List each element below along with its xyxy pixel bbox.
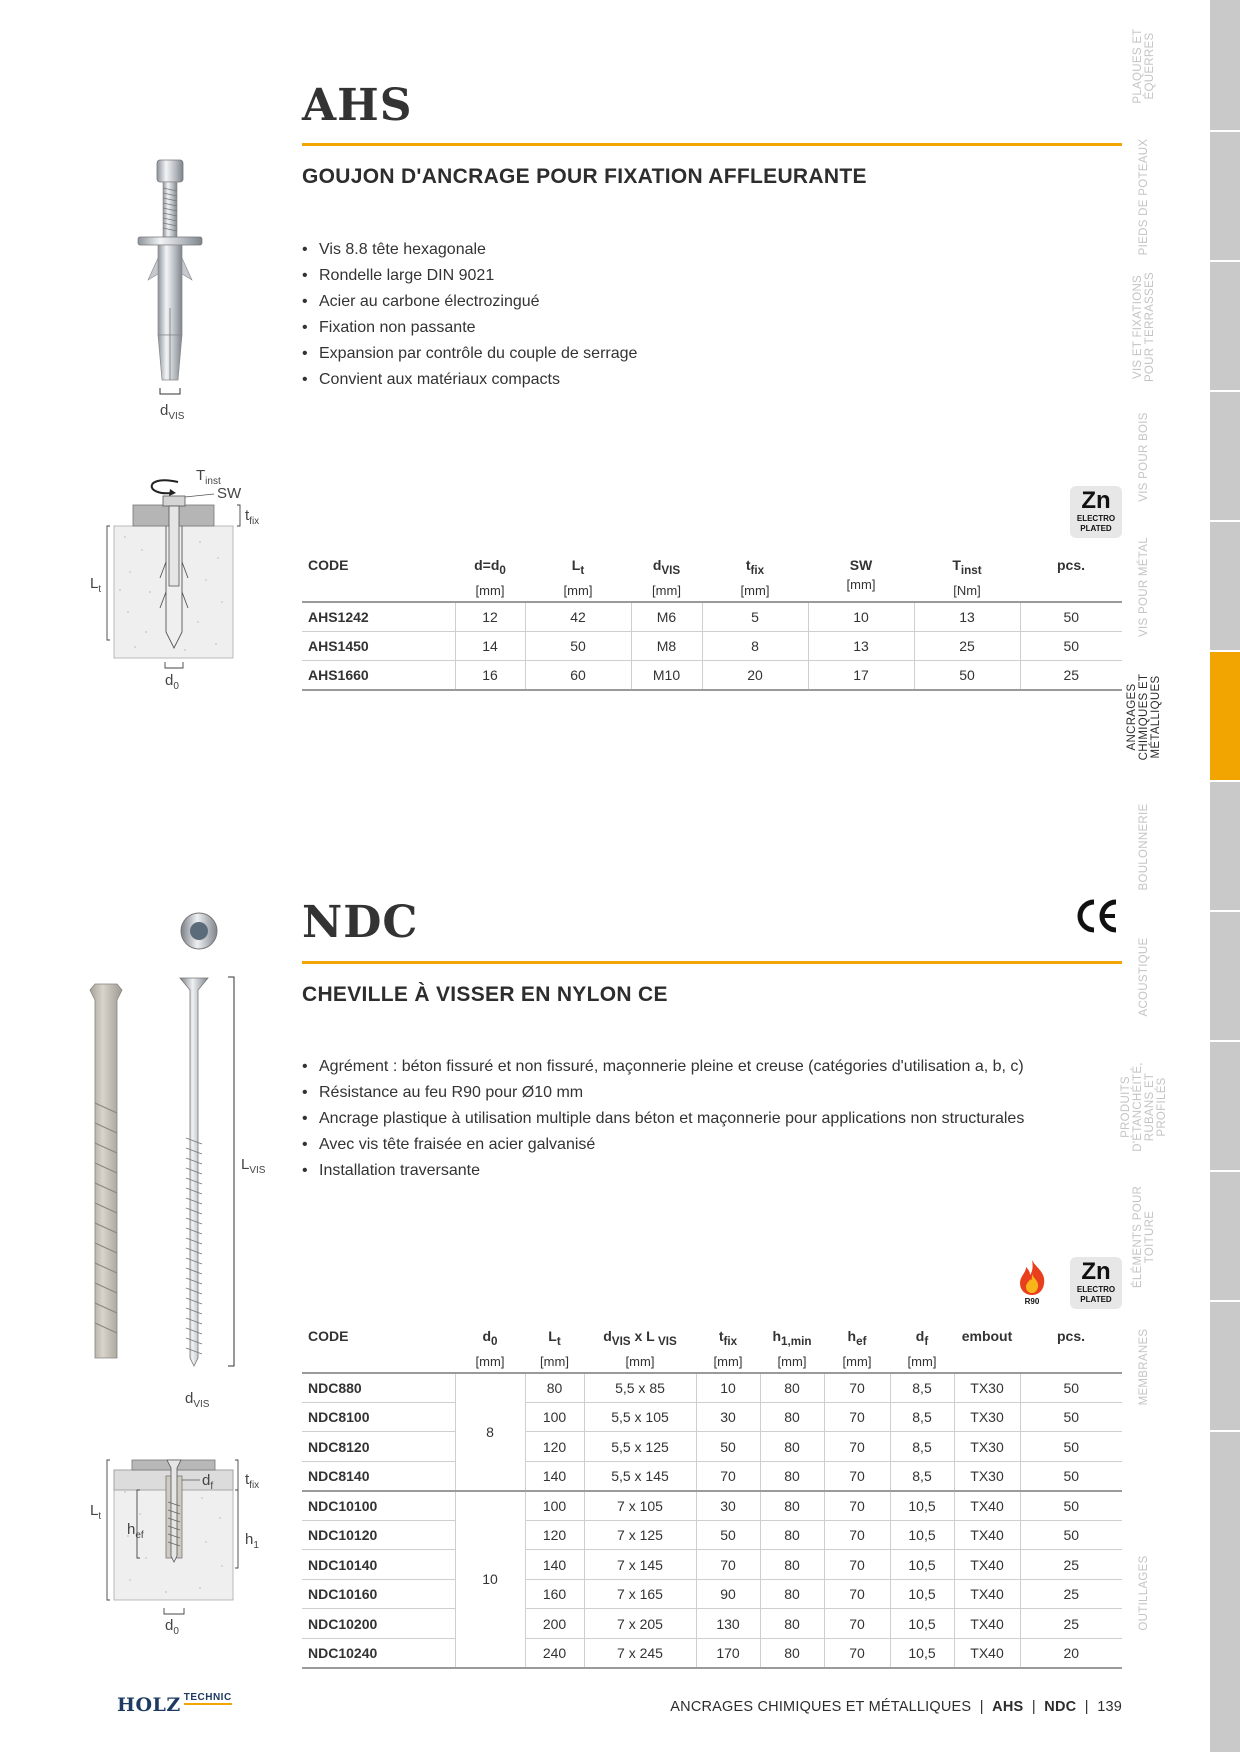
sidebar-tab[interactable] [1210,1172,1240,1302]
ahs-feature: • Vis 8.8 tête hexagonale [302,237,637,263]
table-cell: 50 [1020,1461,1122,1491]
footer-section: ANCRAGES CHIMIQUES ET MÉTALLIQUES [670,1699,972,1715]
table-cell: 25 [1020,661,1122,691]
table-cell: 50 [696,1520,760,1550]
ndc-h1-label: $h_1$ [245,1531,259,1551]
fire-rating-label: R90 [1024,1297,1040,1306]
table-cell: 120 [525,1432,584,1462]
table-cell: 70 [696,1461,760,1491]
table-cell: 80 [760,1432,824,1462]
ahs-feature: • Rondelle large DIN 9021 [302,263,637,289]
ndc-hef-label: $h_{ef}$ [127,1521,144,1541]
table-cell: 80 [760,1491,824,1521]
table-cell: 50 [1020,602,1122,632]
table-cell: TX40 [954,1491,1020,1521]
table-cell: 70 [824,1579,890,1609]
table-cell: TX30 [954,1402,1020,1432]
ndc-spec-table [302,1322,1122,1669]
table-cell: 80 [760,1373,824,1403]
table-row [302,1461,1122,1491]
table-row [302,1491,1122,1521]
ndc-df-label: $d_f$ [202,1472,214,1492]
table-cell: 50 [696,1432,760,1462]
ahs-spec-table [302,551,1122,691]
table-cell: 7 x 145 [584,1550,696,1580]
table-cell: 80 [760,1579,824,1609]
table-row [302,1638,1122,1668]
ndc-fire-resistance-badge [1010,1258,1054,1306]
table-cell: 70 [824,1638,890,1668]
table-cell: 50 [914,661,1020,691]
ndc-feature-list [302,1054,1024,1184]
ndc-lt-label: $L_t$ [90,1502,102,1522]
table-cell: 80 [525,1373,584,1403]
sidebar-tab[interactable] [1210,1302,1240,1432]
ahs-product-image [130,158,210,428]
table-header: embout [961,1328,1013,1344]
table-cell: TX40 [954,1579,1020,1609]
ahs-zn-electroplated-badge: Zn ELECTRO PLATED [1070,486,1122,538]
ndc-zn-electroplated-badge: Zn ELECTRO PLATED [1070,1257,1122,1309]
sidebar-tab-label[interactable]: VIS POUR BOIS [1138,412,1150,502]
ahs-lt-label: $L_t$ [90,575,102,595]
table-cell: 5 [702,602,808,632]
table-cell: TX30 [954,1373,1020,1403]
table-cell: M6 [631,602,702,632]
ndc-tfix-label: $t_{fix}$ [245,1471,260,1491]
table-cell: 12 [455,602,525,632]
table-cell: 80 [760,1520,824,1550]
table-header: $d_f$ [mm] [907,1328,937,1369]
table-cell: 120 [525,1520,584,1550]
ndc-table-header [302,1322,1122,1373]
ndc-feature: • Installation traversante [302,1158,1024,1184]
table-cell: 30 [696,1491,760,1521]
footer-product-ndc: NDC [1044,1699,1077,1715]
table-header: $d_0$ [mm] [475,1328,505,1369]
category-sidebar [1210,0,1240,1754]
product-code: AHS1242 [302,602,455,632]
table-cell: 8,5 [890,1432,954,1462]
table-cell: 5,5 x 145 [584,1461,696,1491]
sidebar-tab[interactable] [1210,522,1240,652]
table-row [302,1373,1122,1403]
product-code: NDC10240 [302,1638,455,1668]
ndc-dvis-label: $d_{VIS}$ [185,1390,210,1410]
product-code: AHS1660 [302,661,455,691]
table-cell: 13 [914,602,1020,632]
table-cell: 50 [1020,1402,1122,1432]
ndc-title-rule [302,961,1122,964]
table-cell: 80 [760,1609,824,1639]
product-code: NDC10120 [302,1520,455,1550]
table-cell: 8 [702,631,808,661]
ahs-tinst-label: $T_{inst}$ [196,467,221,487]
table-cell: 42 [525,602,631,632]
table-header: CODE [308,557,349,573]
table-cell: TX40 [954,1638,1020,1668]
table-cell: 70 [824,1609,890,1639]
table-cell: 70 [824,1432,890,1462]
table-row [302,1520,1122,1550]
product-code: NDC10100 [302,1491,455,1521]
table-row [302,1609,1122,1639]
table-cell: 10,5 [890,1579,954,1609]
sidebar-tab-label[interactable]: PLAQUES ET ÉQUERRES [1132,28,1156,104]
product-code: NDC8120 [302,1432,455,1462]
table-cell: 140 [525,1461,584,1491]
table-cell: 10,5 [890,1520,954,1550]
table-header: CODE [308,1328,349,1344]
table-header: $t_{fix}$ [mm] [740,557,770,598]
table-cell: 50 [1020,1491,1122,1521]
ndc-feature: • Résistance au feu R90 pour Ø10 mm [302,1080,1024,1106]
table-cell: 5,5 x 105 [584,1402,696,1432]
table-cell: 50 [1020,631,1122,661]
table-cell: 100 [525,1402,584,1432]
table-header: $t_{fix}$ [mm] [713,1328,743,1369]
table-cell: 14 [455,631,525,661]
sidebar-tab[interactable] [1210,912,1240,1042]
sidebar-tab[interactable] [1210,132,1240,262]
product-code: NDC8100 [302,1402,455,1432]
ahs-feature: • Fixation non passante [302,315,637,341]
table-header: $d=d_0$ [mm] [474,557,506,598]
table-cell: 25 [1020,1579,1122,1609]
ahs-title-rule [302,143,1122,146]
ndc-feature: • Avec vis tête fraisée en acier galvanisé [302,1132,1024,1158]
holz-technic-logo: HOLZ $^{TECHNIC}$ [117,1692,232,1716]
table-cell: 70 [824,1491,890,1521]
ndc-title: NDC [302,897,419,948]
table-cell: 50 [525,631,631,661]
table-cell: 130 [696,1609,760,1639]
table-row [302,631,1122,661]
table-cell: 60 [525,661,631,691]
product-code: NDC880 [302,1373,455,1403]
table-cell: 90 [696,1579,760,1609]
table-cell: 7 x 105 [584,1491,696,1521]
ahs-installation-diagram [80,462,280,692]
table-header: $h_{1,min}$ [mm] [772,1328,812,1369]
table-cell: 170 [696,1638,760,1668]
table-cell: 70 [824,1520,890,1550]
table-header: $L_t$ [mm] [540,1328,569,1369]
sidebar-tab-label[interactable]: PRODUITS D'ÉTANCHÉITÉ, RUBANS ET PROFILÉS [1120,1062,1168,1152]
table-cell: 7 x 205 [584,1609,696,1639]
table-cell: M10 [631,661,702,691]
table-cell: TX30 [954,1432,1020,1462]
table-cell: 30 [696,1402,760,1432]
table-cell: TX40 [954,1550,1020,1580]
table-cell: 10,5 [890,1609,954,1639]
sidebar-tab[interactable] [1210,0,1240,132]
table-cell: 5,5 x 125 [584,1432,696,1462]
table-cell: 240 [525,1638,584,1668]
table-header: pcs. [1056,557,1085,573]
table-row [302,1550,1122,1580]
product-code: NDC10200 [302,1609,455,1639]
table-header: $d_{VIS}$ x L $_{VIS}$ [mm] [603,1328,677,1369]
table-header: $L_t$ [mm] [563,557,593,598]
table-cell: 25 [1020,1550,1122,1580]
sidebar-tab-label[interactable]: VIS ET FIXATIONS POUR TERRASSES [1132,271,1156,383]
table-cell: 70 [696,1550,760,1580]
sidebar-tab[interactable] [1210,1042,1240,1172]
sidebar-tab-label[interactable]: MEMBRANES [1138,1328,1150,1406]
table-header: $T_{inst}$ [Nm] [952,557,982,598]
ahs-dvis-label: $d_{VIS}$ [160,402,185,422]
ahs-feature: • Convient aux matériaux compacts [302,367,637,393]
footer-product-ahs: AHS [992,1699,1024,1715]
ahs-sw-label: SW [217,485,242,502]
ndc-feature: • Ancrage plastique à utilisation multiple dans béton et maçonnerie pour applications non structurales [302,1106,1024,1132]
table-cell: 80 [760,1402,824,1432]
table-cell: TX30 [954,1461,1020,1491]
product-code: AHS1450 [302,631,455,661]
table-cell: 140 [525,1550,584,1580]
ndc-d0-label: $d_0$ [165,1617,179,1637]
table-cell: 80 [760,1638,824,1668]
table-row [302,1402,1122,1432]
table-cell: TX40 [954,1609,1020,1639]
sidebar-tab[interactable] [1210,1432,1240,1754]
table-row [302,1432,1122,1462]
sidebar-tab-label[interactable]: PIEDS DE POTEAUX [1138,138,1150,256]
table-cell: 80 [760,1550,824,1580]
table-header: $h_{ef}$ [mm] [842,1328,872,1369]
product-code: NDC10140 [302,1550,455,1580]
table-cell: 200 [525,1609,584,1639]
ndc-lvis-label: $L_{VIS}$ [241,1156,266,1176]
table-row [302,1579,1122,1609]
d0-group-cell: 8 [455,1373,525,1491]
sidebar-tab-label[interactable]: ANCRAGES CHIMIQUES ET MÉTALLIQUES [1126,673,1162,761]
sidebar-tab-label[interactable]: OUTILLAGES [1138,1555,1150,1631]
ahs-subtitle: GOUJON D'ANCRAGE POUR FIXATION AFFLEURANTE [302,165,867,188]
table-cell: 17 [808,661,914,691]
sidebar-tab-label[interactable]: VIS POUR MÉTAL [1138,537,1150,637]
table-cell: 10 [696,1373,760,1403]
product-code: NDC10160 [302,1579,455,1609]
sidebar-tab[interactable] [1210,652,1240,782]
page-footer: ANCRAGES CHIMIQUES ET MÉTALLIQUES | AHS | NDC | 139 [670,1699,1122,1715]
sidebar-tab-label[interactable]: BOULONNERIE [1138,803,1150,891]
ahs-feature: • Acier au carbone électrozingué [302,289,637,315]
table-cell: 5,5 x 85 [584,1373,696,1403]
table-cell: 20 [1020,1638,1122,1668]
flame-icon [1014,1258,1050,1296]
table-cell: 16 [455,661,525,691]
table-cell: 100 [525,1491,584,1521]
ndc-product-image [80,908,280,1378]
table-cell: 8,5 [890,1461,954,1491]
ce-mark-icon [1074,896,1120,936]
ahs-title: AHS [302,80,413,131]
table-cell: 70 [824,1402,890,1432]
table-header: pcs. [1056,1328,1085,1344]
table-cell: 50 [1020,1432,1122,1462]
sidebar-tab[interactable] [1210,782,1240,912]
page-number: 139 [1097,1699,1122,1715]
table-cell: 20 [702,661,808,691]
table-cell: 25 [914,631,1020,661]
table-row [302,661,1122,691]
ndc-feature: • Agrément : béton fissuré et non fissuré, maçonnerie pleine et creuse (catégories d'utilisation a, b, c) [302,1054,1024,1080]
table-cell: 13 [808,631,914,661]
table-cell: 10 [808,602,914,632]
sidebar-tab-label[interactable]: ACOUSTIQUE [1138,937,1150,1017]
table-cell: 160 [525,1579,584,1609]
table-cell: 10,5 [890,1550,954,1580]
ahs-table-header [302,551,1122,602]
sidebar-tab[interactable] [1210,262,1240,392]
table-cell: 70 [824,1461,890,1491]
d0-group-cell: 10 [455,1491,525,1668]
table-cell: 10,5 [890,1638,954,1668]
table-cell: M8 [631,631,702,661]
table-cell: 8,5 [890,1402,954,1432]
sidebar-tab[interactable] [1210,392,1240,522]
table-header: SW [mm] [846,557,876,592]
table-row [302,602,1122,632]
sidebar-tab-label[interactable]: ÉLÉMENTS POUR TOITURE [1132,1185,1156,1289]
ahs-feature: • Expansion par contrôle du couple de serrage [302,341,637,367]
ndc-installation-diagram [80,1452,280,1652]
table-cell: 7 x 165 [584,1579,696,1609]
table-cell: 7 x 125 [584,1520,696,1550]
table-cell: 8,5 [890,1373,954,1403]
table-cell: 7 x 245 [584,1638,696,1668]
table-cell: 50 [1020,1520,1122,1550]
table-cell: 10,5 [890,1491,954,1521]
ahs-feature-list [302,237,637,393]
table-cell: 70 [824,1373,890,1403]
ahs-tfix-label: $t_{fix}$ [245,507,260,527]
table-cell: 25 [1020,1609,1122,1639]
table-cell: TX40 [954,1520,1020,1550]
ndc-subtitle: CHEVILLE À VISSER EN NYLON CE [302,983,668,1006]
table-cell: 50 [1020,1373,1122,1403]
table-cell: 80 [760,1461,824,1491]
table-cell: 70 [824,1550,890,1580]
ahs-d0-label: $d_0$ [165,672,179,692]
product-code: NDC8140 [302,1461,455,1491]
table-header: $d_{VIS}$ [mm] [652,557,681,598]
